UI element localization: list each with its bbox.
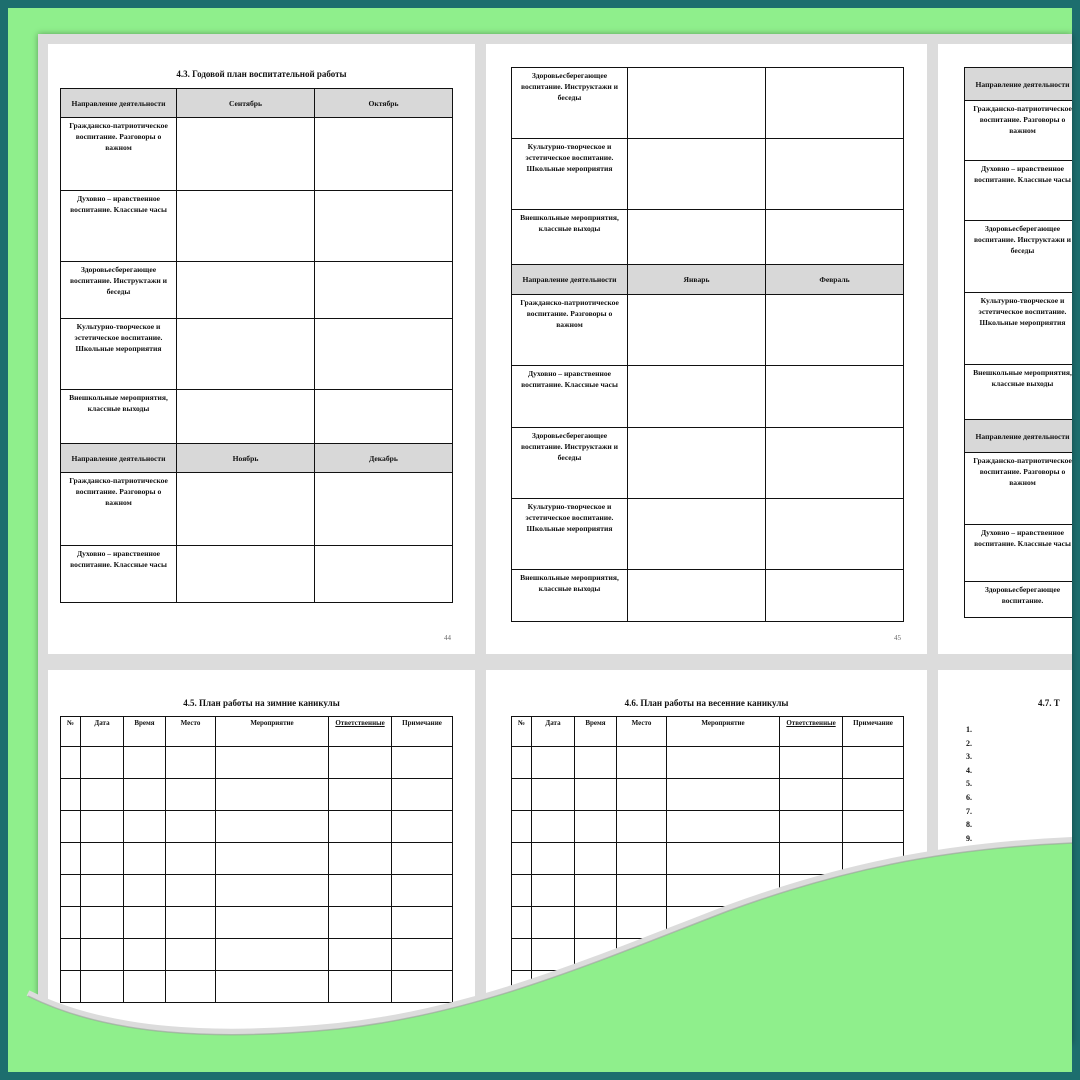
column-header: Время (575, 717, 617, 747)
category-cell: Культурно-творческое и эстетическое воспитание. Школьные мероприятия (965, 293, 1073, 365)
header-cell: Декабрь (315, 444, 453, 473)
header-cell: Октябрь (315, 89, 453, 118)
category-cell: Внешкольные мероприятия, классные выходы (61, 390, 177, 444)
page-number: 45 (894, 634, 901, 642)
header-cell: Направление деятельности (965, 420, 1073, 453)
category-cell: Культурно-творческое и эстетическое воспитание. Школьные мероприятия (61, 319, 177, 390)
header-cell: Направление деятельности (61, 89, 177, 118)
category-cell: Духовно – нравственное воспитание. Классные часы (61, 191, 177, 262)
header-cell: Направление деятельности (512, 265, 628, 295)
category-cell: Здоровьесберегающее воспитание. Инструктажи и беседы (61, 262, 177, 319)
category-cell: Культурно-творческое и эстетическое воспитание. Школьные мероприятия (512, 139, 628, 210)
category-cell: Здоровьесберегающее воспитание. Инструктажи и беседы (512, 68, 628, 139)
green-frame (8, 8, 1072, 1072)
category-cell: Здоровьесберегающее воспитание. (965, 582, 1073, 618)
category-cell: Духовно – нравственное воспитание. Классные часы (965, 161, 1073, 221)
column-header: Примечание (392, 717, 453, 747)
column-header: № (512, 717, 532, 747)
category-cell: Гражданско-патриотическое воспитание. Разговоры о важном (965, 453, 1073, 525)
list-number: 4. (966, 765, 972, 775)
spring-plan-title: 4.6. План работы на весенние каникулы (624, 698, 789, 708)
winter-plan-title: 4.5. План работы на зимние каникулы (183, 698, 340, 708)
column-header: Ответственные (780, 717, 843, 747)
header-cell: Направление деятельности (965, 68, 1073, 101)
column-header: Место (166, 717, 216, 747)
column-header: Место (617, 717, 667, 747)
category-cell: Гражданско-патриотическое воспитание. Разговоры о важном (61, 473, 177, 546)
category-cell: Внешкольные мероприятия, классные выходы (965, 365, 1073, 420)
header-cell: Направление деятельности (61, 444, 177, 473)
category-cell: Внешкольные мероприятия, классные выходы (512, 570, 628, 622)
column-header: Дата (532, 717, 575, 747)
page-44-title: 4.3. Годовой план воспитательной работы (176, 69, 347, 79)
list-number: 3. (966, 752, 972, 762)
list-number: 6. (966, 793, 972, 802)
category-cell: Здоровьесберегающее воспитание. Инструктажи и беседы (965, 221, 1073, 293)
column-header: Время (124, 717, 166, 747)
category-cell: Гражданско-патриотическое воспитание. Разговоры о важном (512, 295, 628, 366)
list-number: 9. (966, 833, 972, 843)
category-cell: Внешкольные мероприятия, классные выходы (512, 210, 628, 265)
header-cell: Январь (628, 265, 766, 295)
category-cell: Гражданско-патриотическое воспитание. Разговоры о важном (965, 101, 1073, 161)
list-number: 5. (966, 779, 972, 789)
column-header: Дата (81, 717, 124, 747)
column-header: № (61, 717, 81, 747)
category-cell: Здоровьесберегающее воспитание. Инструктажи и беседы (512, 428, 628, 499)
list-number: 2. (966, 738, 972, 748)
page-curl-decoration (8, 8, 1072, 1072)
column-header: Ответственные (329, 717, 392, 747)
list-title: 4.7. Т (1038, 698, 1060, 708)
category-cell: Культурно-творческое и эстетическое воспитание. Школьные мероприятия (512, 499, 628, 570)
page-number: 44 (444, 634, 451, 642)
list-number: 8. (966, 820, 972, 830)
column-header: Примечание (843, 717, 904, 747)
category-cell: Духовно – нравственное воспитание. Классные часы (61, 546, 177, 603)
list-number: 7. (966, 806, 972, 816)
column-header: Мероприятие (667, 717, 780, 747)
header-cell: Ноябрь (177, 444, 315, 473)
category-cell: Гражданско-патриотическое воспитание. Разговоры о важном (61, 118, 177, 191)
category-cell: Духовно – нравственное воспитание. Классные часы (965, 525, 1073, 582)
header-cell: Февраль (766, 265, 904, 295)
category-cell: Духовно – нравственное воспитание. Классные часы (512, 366, 628, 428)
list-number: 1. (966, 725, 972, 734)
header-cell: Сентябрь (177, 89, 315, 118)
column-header: Мероприятие (216, 717, 329, 747)
